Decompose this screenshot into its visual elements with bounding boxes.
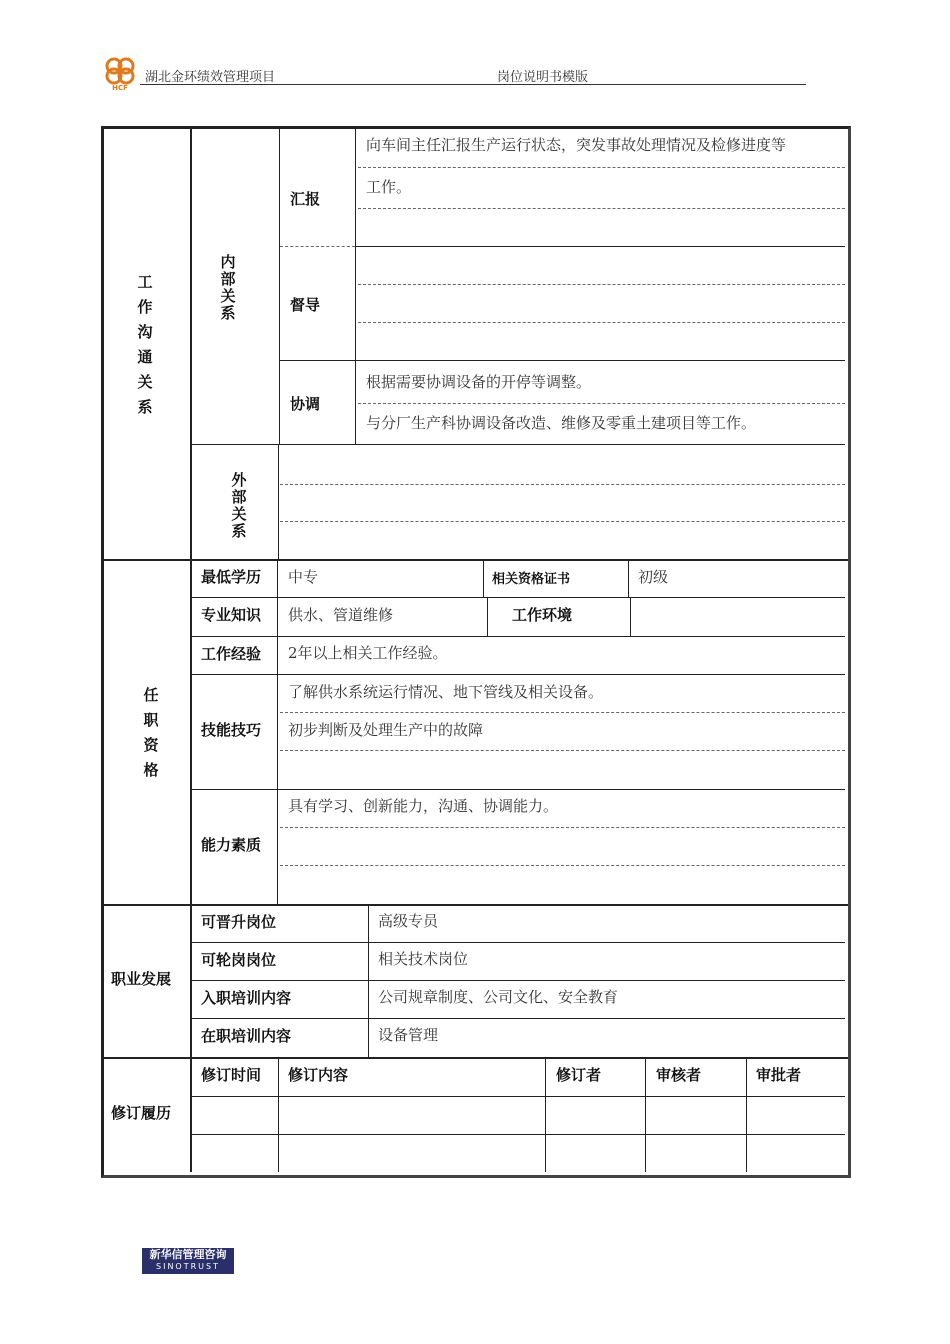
external-relations-label: 外部关系 bbox=[231, 471, 247, 540]
left-column-divider bbox=[190, 129, 192, 1172]
communication-section-label: 工作沟通关系 bbox=[137, 273, 153, 416]
dash-line bbox=[358, 208, 845, 209]
grid-line bbox=[192, 1018, 845, 1019]
dash-line bbox=[358, 167, 845, 168]
grid-line bbox=[368, 905, 369, 1057]
career-row-value: 设备管理 bbox=[378, 1026, 439, 1044]
grid-line bbox=[545, 1058, 546, 1172]
company-logo bbox=[100, 52, 140, 92]
footer-logo-en: SINOTRUST bbox=[156, 1262, 220, 1271]
grid-line bbox=[192, 980, 845, 981]
grid-line bbox=[279, 129, 280, 444]
grid-line bbox=[192, 597, 845, 598]
grid-line bbox=[192, 1096, 845, 1097]
footer-logo-cn: 新华信管理咨询 bbox=[149, 1248, 227, 1261]
career-row-value: 公司规章制度、公司文化、安全教育 bbox=[378, 988, 619, 1006]
grid-line bbox=[630, 597, 631, 636]
skill-line-1: 了解供水系统运行情况、地下管线及相关设备。 bbox=[288, 683, 604, 701]
experience-value: 2年以上相关工作经验。 bbox=[288, 644, 448, 662]
revision-column-header: 审核者 bbox=[656, 1066, 702, 1084]
work-environment-label: 工作环境 bbox=[512, 606, 573, 624]
dash-line bbox=[358, 284, 845, 285]
qualification-section-label: 任职资格 bbox=[143, 686, 159, 779]
supervise-label: 督导 bbox=[290, 296, 321, 314]
skill-line-2: 初步判断及处理生产中的故障 bbox=[288, 721, 484, 739]
grid-line bbox=[487, 597, 488, 636]
coordinate-line-1: 根据需要协调设备的开停等调整。 bbox=[366, 373, 592, 391]
certificate-label: 相关资格证书 bbox=[492, 572, 571, 587]
dash-line bbox=[280, 827, 845, 828]
career-row-label: 在职培训内容 bbox=[201, 1027, 292, 1045]
grid-line bbox=[192, 444, 845, 445]
skills-label: 技能技巧 bbox=[201, 721, 262, 739]
dash-line bbox=[358, 403, 845, 404]
grid-line bbox=[277, 560, 278, 904]
grid-line bbox=[645, 1058, 646, 1172]
footer-logo bbox=[142, 1248, 234, 1274]
revision-column-header: 修订内容 bbox=[288, 1066, 349, 1084]
report-line-2: 工作。 bbox=[366, 178, 412, 196]
grid-line bbox=[192, 674, 845, 675]
min-education-label: 最低学历 bbox=[201, 568, 262, 586]
grid-line bbox=[483, 560, 484, 597]
project-name: 湖北金环绩效管理项目 bbox=[145, 70, 276, 85]
grid-line bbox=[746, 1058, 747, 1172]
dash-line bbox=[358, 322, 845, 323]
coordinate-label: 协调 bbox=[290, 395, 321, 413]
ability-label: 能力素质 bbox=[201, 836, 262, 854]
experience-label: 工作经验 bbox=[201, 645, 262, 663]
grid-line bbox=[278, 1058, 279, 1172]
doc-title: 岗位说明书模版 bbox=[497, 70, 589, 85]
career-section-label: 职业发展 bbox=[111, 970, 172, 988]
revision-column-header: 审批者 bbox=[756, 1066, 802, 1084]
knowledge-label: 专业知识 bbox=[201, 606, 262, 624]
grid-line bbox=[192, 789, 845, 790]
career-row-value: 高级专员 bbox=[378, 912, 439, 930]
grid-line bbox=[280, 246, 355, 247]
header-rule bbox=[140, 84, 806, 85]
grid-line bbox=[628, 560, 629, 597]
dash-line bbox=[280, 865, 845, 866]
grid-line bbox=[278, 444, 279, 559]
dash-line bbox=[280, 750, 845, 751]
grid-line bbox=[280, 360, 845, 361]
report-line-1: 向车间主任汇报生产运行状态，突发事故处理情况及检修进度等 bbox=[366, 136, 787, 154]
section-divider bbox=[104, 559, 848, 561]
grid-line bbox=[355, 246, 845, 247]
grid-line bbox=[192, 942, 845, 943]
career-row-label: 可晋升岗位 bbox=[201, 913, 277, 931]
grid-line bbox=[192, 636, 845, 637]
revision-section-label: 修订履历 bbox=[111, 1104, 172, 1122]
section-divider bbox=[104, 904, 848, 906]
report-label: 汇报 bbox=[290, 190, 321, 208]
dash-line bbox=[280, 521, 845, 522]
certificate-value: 初级 bbox=[638, 568, 669, 586]
grid-line bbox=[192, 1134, 845, 1135]
grid-line bbox=[355, 129, 356, 444]
dash-line bbox=[280, 712, 845, 713]
career-row-label: 入职培训内容 bbox=[201, 989, 292, 1007]
knowledge-value: 供水、管道维修 bbox=[288, 606, 394, 624]
career-row-label: 可轮岗岗位 bbox=[201, 951, 277, 969]
internal-relations-label: 内部关系 bbox=[220, 253, 236, 322]
career-row-value: 相关技术岗位 bbox=[378, 950, 469, 968]
ability-line-1: 具有学习、创新能力，沟通、协调能力。 bbox=[288, 797, 559, 815]
revision-column-header: 修订时间 bbox=[201, 1066, 262, 1084]
coordinate-line-2: 与分厂生产科协调设备改造、维修及零重土建项目等工作。 bbox=[366, 414, 757, 432]
section-divider bbox=[104, 1057, 848, 1059]
logo-text: HCF bbox=[112, 84, 128, 92]
min-education-value: 中专 bbox=[288, 568, 319, 586]
revision-column-header: 修订者 bbox=[556, 1066, 602, 1084]
dash-line bbox=[280, 484, 845, 485]
